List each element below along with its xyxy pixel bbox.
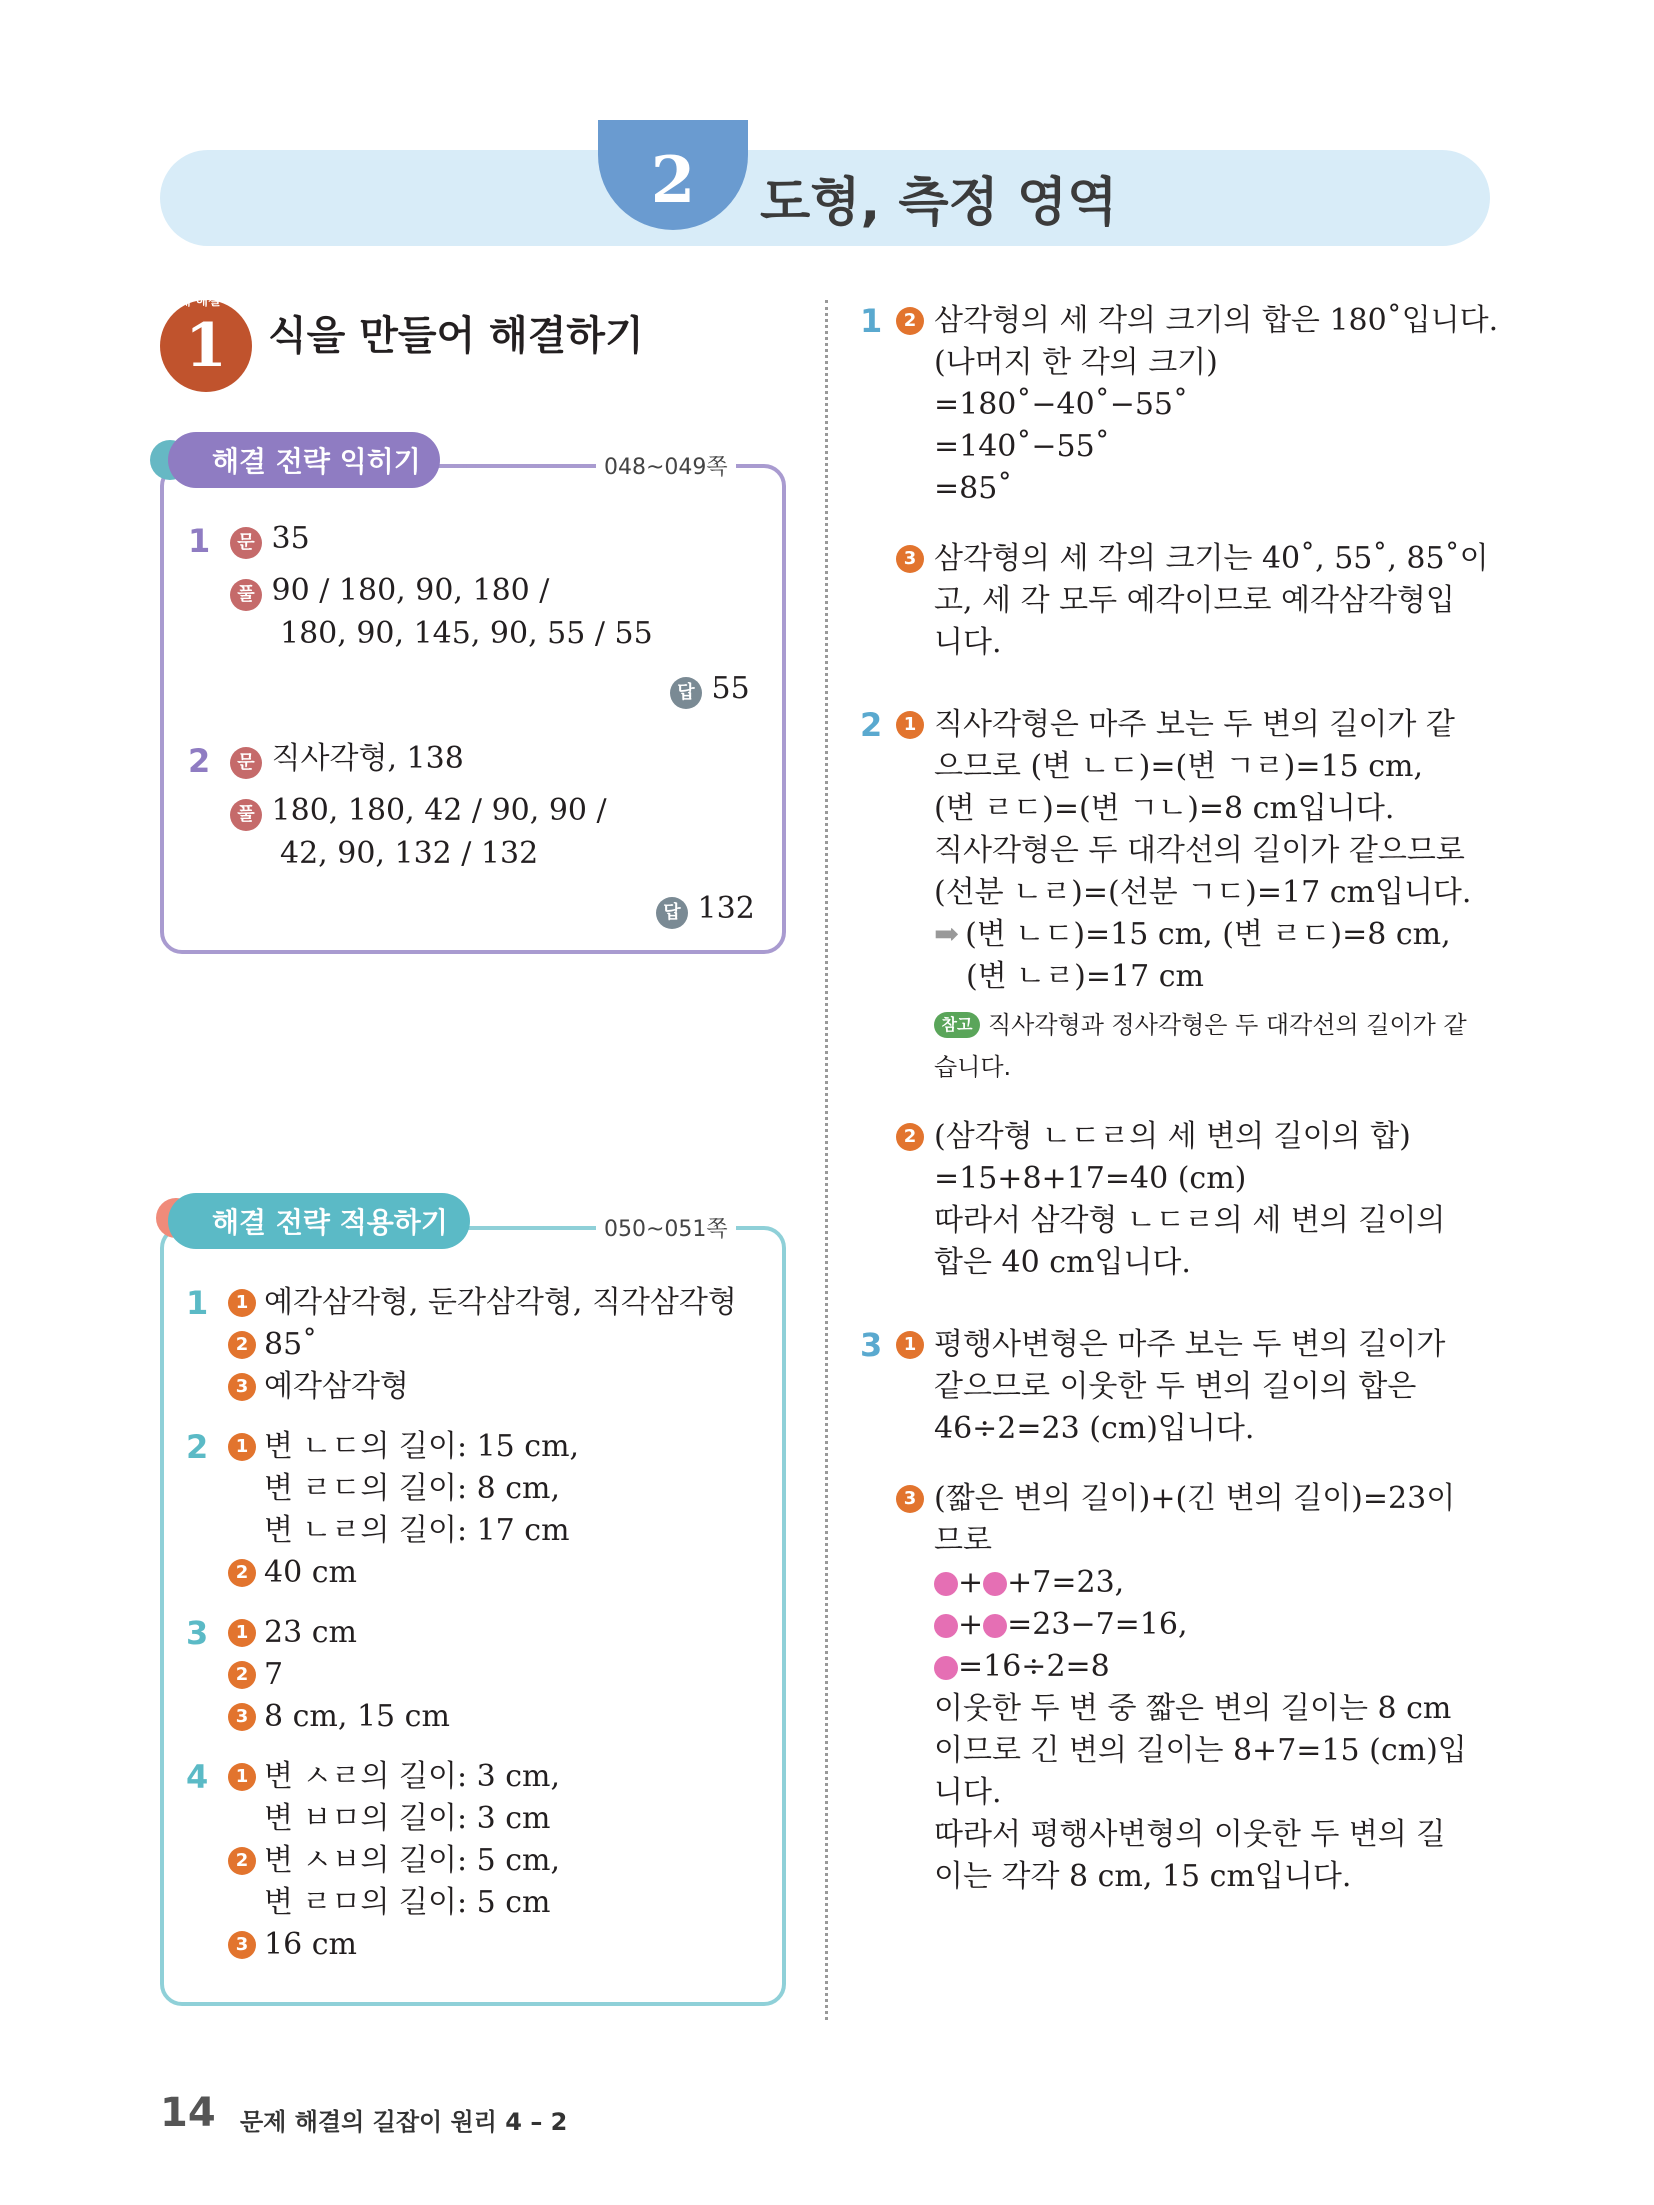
step-number-icon: 1 [896,1331,924,1359]
solution-step-line [860,538,1500,580]
equation-line [860,1646,1500,1688]
answer-line [186,1426,766,1468]
step-number-icon: 2 [228,1331,256,1359]
circle-symbol [983,1614,1007,1638]
solution-text: 고, 세 각 모두 예각이므로 예각삼각형입 [934,583,1455,618]
answer-line [186,1756,766,1798]
answer-line [186,1324,766,1366]
problem-line [230,738,464,780]
solution-text: 180, 180, 42 / 90, 90 / [271,793,607,828]
answer-line [186,1282,766,1324]
item-number: 3 [186,1614,209,1652]
step-number-icon: 1 [228,1433,256,1461]
solution-text: =15+8+17=40 (cm) [934,1161,1247,1196]
solution-text: 46÷2=23 (cm)입니다. [934,1411,1255,1446]
circle-symbol [983,1572,1007,1596]
answer-icon: 답 [656,897,688,929]
solution-text: (변 ㄴㄷ)=15 cm, (변 ㄹㄷ)=8 cm, [965,917,1451,952]
answer-group [186,1282,766,1408]
solution-text: 니다. [934,625,1002,660]
solution-step-line [860,1116,1500,1158]
solution-text: 180, 90, 145, 90, 55 / 55 [280,616,653,651]
solution-text: 직사각형은 마주 보는 두 변의 길이가 같 [934,707,1455,742]
solution-block [860,1116,1500,1284]
solution-text: 이는 각각 8 cm, 15 cm입니다. [934,1859,1352,1894]
unit-title: 도형, 측정 영역 [760,173,1118,233]
problem-line [230,518,310,560]
step-number-icon: 2 [228,1661,256,1689]
solution-column [860,300,1500,1898]
answer-text: 변 ㅅㄹ의 길이: 3 cm, [264,1759,561,1794]
page-number: 14 [160,2090,216,2136]
section-number-badge: 1 [160,300,252,392]
solution-text: 삼각형의 세 각의 크기는 40˚, 55˚, 85˚이 [934,541,1489,576]
answer-text: 40 cm [264,1555,357,1590]
solution-icon: 풀 [230,799,262,831]
answer-text: 23 cm [264,1615,357,1650]
answer-line [186,1366,766,1408]
section-title: 식을 만들어 해결하기 [268,313,644,359]
answer-line [186,1924,766,1966]
answer-text: 예각삼각형, 둔각삼각형, 직각삼각형 [264,1285,737,1320]
note-text: 습니다. [934,1053,1012,1081]
step-number-icon: 3 [896,1485,924,1513]
problem-answer: 35 [271,521,310,556]
circle-symbol [934,1614,958,1638]
page-reference: 048~049쪽 [596,450,736,481]
solution-part [860,704,1500,1284]
step-number-icon: 2 [896,1123,924,1151]
item-number: 4 [186,1758,209,1796]
answer-text: 변 ㄴㄷ의 길이: 15 cm, [264,1429,580,1464]
strategy-apply-tag: 해결 전략 적용하기 [168,1193,470,1249]
answer-text: 8 cm, 15 cm [264,1699,450,1734]
item-number: 2 [186,1428,209,1466]
book-title: 문제 해결의 길잡이 원리 4 – 2 [240,2108,568,2136]
answer-text: 변 ㄹㄷ의 길이: 8 cm, [264,1471,561,1506]
note-line [860,1004,1500,1046]
solution-text: =140˚−55˚ [934,429,1110,464]
solution-text: (선분 ㄴㄹ)=(선분 ㄱㄷ)=17 cm입니다. [934,875,1472,910]
solution-icon: 풀 [230,579,262,611]
item-number: 2 [188,742,211,780]
answer-text: 변 ㄴㄹ의 길이: 17 cm [264,1513,570,1548]
step-number-icon: 1 [228,1619,256,1647]
note-tag: 참고 [934,1012,980,1038]
solution-text: 니다. [934,1775,1002,1810]
solution-text: (변 ㄹㄷ)=(변 ㄱㄴ)=8 cm입니다. [934,791,1395,826]
problem-number: 1 [860,302,883,340]
problem-icon: 문 [230,747,262,779]
answer-icon: 답 [670,677,702,709]
note-text: 직사각형과 정사각형은 두 대각선의 길이가 같 [988,1011,1467,1039]
step-number-icon: 3 [228,1373,256,1401]
solution-text: =85˚ [934,471,1013,506]
solution-step-line [860,704,1500,746]
solution-block [860,704,1500,914]
answer-line [186,1840,766,1882]
arrow-line [860,914,1500,956]
answer-group [186,1612,766,1738]
item-number: 1 [186,1284,209,1322]
answer-line [186,1798,766,1840]
page-reference: 050~051쪽 [596,1212,736,1243]
step-number-icon: 3 [228,1931,256,1959]
solution-text: (짧은 변의 길이)+(긴 변의 길이)=23이 [934,1481,1456,1516]
solution-line [230,790,607,832]
answer-line [186,1510,766,1552]
circle-symbol [934,1572,958,1596]
solution-text: (나머지 한 각의 크기) [934,345,1218,380]
answer-group [186,1756,766,1966]
solution-text: 같으므로 이웃한 두 변의 길이의 합은 [934,1369,1417,1404]
answer-line [670,668,750,710]
answer-text: 변 ㄹㅁ의 길이: 5 cm [264,1885,551,1920]
answer-line [186,1882,766,1924]
solution-block [860,1324,1500,1450]
solution-text: (삼각형 ㄴㄷㄹ의 세 변의 길이의 합) [934,1119,1411,1154]
step-number-icon: 2 [896,307,924,335]
equation-line [860,1562,1500,1604]
item-number: 1 [188,522,211,560]
answer-text: 변 ㅅㅂ의 길이: 5 cm, [264,1843,561,1878]
column-divider [825,300,828,2020]
answer-line [186,1612,766,1654]
answer-group [186,1426,766,1594]
unit-number: 2 [598,120,748,230]
equation-text: +7=23, [1007,1565,1125,1600]
problem-icon: 문 [230,527,262,559]
solution-text: 따라서 평행사변형의 이웃한 두 변의 길 [934,1817,1446,1852]
apply-answer-list [186,1282,766,1966]
strategy-learn-tag: 해결 전략 익히기 [168,432,440,488]
problem-number: 2 [860,706,883,744]
circle-symbol [934,1656,958,1680]
section-badge-caption: 문제 해결 전략 [165,294,251,309]
solution-part [860,1324,1500,1898]
step-number-icon: 3 [896,545,924,573]
answer-line [656,888,755,930]
solution-text: (변 ㄴㄹ)=17 cm [966,959,1204,994]
solution-text: 이웃한 두 변 중 짧은 변의 길이는 8 cm [934,1691,1452,1726]
answer-line [186,1468,766,1510]
answer-text: 변 ㅂㅁ의 길이: 3 cm [264,1801,551,1836]
solution-text: 합은 40 cm입니다. [934,1245,1191,1280]
solution-step-line [860,1324,1500,1366]
solution-line [230,570,549,612]
equation-text: =23−7=16, [1007,1607,1188,1642]
problem-number: 3 [860,1326,883,1364]
solution-text: 으므로 (변 ㄴㄷ)=(변 ㄱㄹ)=15 cm, [934,749,1424,784]
solution-text: 평행사변형은 마주 보는 두 변의 길이가 [934,1327,1446,1362]
arrow-icon: ➡ [934,917,960,952]
equation-text: + [958,1607,984,1642]
step-number-icon: 3 [228,1703,256,1731]
step-number-icon: 1 [228,1289,256,1317]
answer-value: 132 [697,891,755,926]
solution-text: =180˚−40˚−55˚ [934,387,1189,422]
answer-text: 85˚ [264,1327,318,1362]
solution-part [860,300,1500,664]
solution-block [860,538,1500,664]
step-number-icon: 1 [228,1763,256,1791]
problem-answer: 직사각형, 138 [271,741,464,776]
solution-text: 90 / 180, 90, 180 / [271,573,550,608]
answer-line [186,1654,766,1696]
step-number-icon: 2 [228,1847,256,1875]
equation-text: + [958,1565,984,1600]
step-number-icon: 1 [896,711,924,739]
solution-step-line [860,1478,1500,1520]
answer-text: 7 [264,1657,284,1692]
solution-text: 42, 90, 132 / 132 [280,836,539,871]
solution-block [860,1478,1500,1562]
solution-text: 따라서 삼각형 ㄴㄷㄹ의 세 변의 길이의 [934,1203,1446,1238]
solution-text: 삼각형의 세 각의 크기의 합은 180˚입니다. [934,303,1499,338]
answer-text: 예각삼각형 [264,1369,409,1404]
equation-line [860,1604,1500,1646]
solution-step-line [860,300,1500,342]
solution-block [860,300,1500,510]
answer-line [186,1696,766,1738]
solution-text: 직사각형은 두 대각선의 길이가 같으므로 [934,833,1465,868]
solution-text: 므로 [934,1523,992,1558]
equation-text: =16÷2=8 [958,1649,1110,1684]
answer-value: 55 [711,671,750,706]
answer-text: 16 cm [264,1927,357,1962]
step-number-icon: 2 [228,1559,256,1587]
solution-text: 이므로 긴 변의 길이는 8+7=15 (cm)입 [934,1733,1467,1768]
answer-line [186,1552,766,1594]
